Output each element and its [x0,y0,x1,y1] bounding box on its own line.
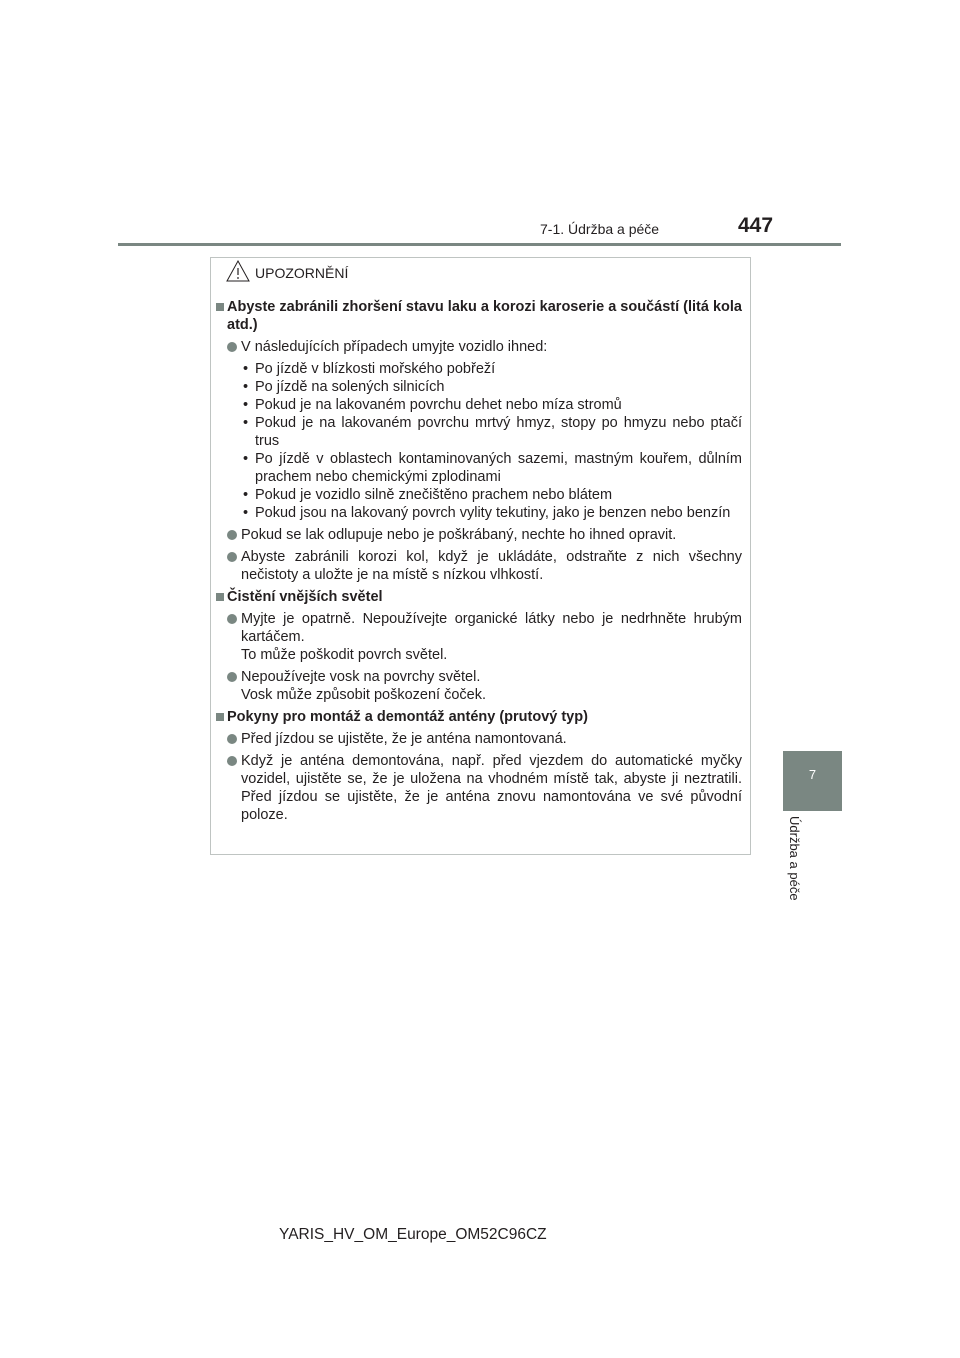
dot-bullet-icon: • [243,397,249,413]
dot-bullet-icon: • [243,505,249,521]
bullet-item: Myjte je opatrně. Nepoužívejte organické látky nebo je nedrhněte hrubým kartáčem. To může poškodit povrch světel. [211,610,750,664]
warning-triangle-icon [225,259,251,288]
sub-item: • Po jízdě na solených silnicích [243,379,445,395]
warning-box [210,257,751,855]
header-rule [118,243,841,246]
dot-bullet-icon: • [243,379,249,395]
warning-header [211,258,750,288]
sub-item: • Pokud jsou na lakovaný povrch vylity tekutiny, jako je benzen nebo benzín [243,505,731,521]
dot-bullet-icon: • [243,451,249,467]
square-bullet-icon [216,713,224,721]
chapter-side-label-text: Údržba a péče [787,816,802,901]
bullet-item: Nepoužívejte vosk na povrchy světel. Vosk může způsobit poškození čoček. [211,668,750,704]
square-bullet-icon [216,303,224,311]
round-bullet-icon [227,342,237,352]
chapter-tab-number: 7 [808,767,817,782]
sub-item: • Pokud je na lakovaném povrchu dehet nebo míza stromů [243,397,622,413]
warning-label: UPOZORNĚNÍ [255,265,349,281]
bullet-item: Abyste zabránili korozi kol, když je ukládáte, odstraňte z nich všechny nečistoty a uložte je na místě s nízkou vlhkostí. [211,548,750,584]
dot-bullet-icon: • [243,487,249,503]
sub-item: • Po jízdě v blízkosti mořského pobřeží [243,361,496,377]
bullet-item: Před jízdou se ujistěte, že je anténa namontovaná. [211,730,750,748]
round-bullet-icon [227,614,237,624]
sub-item: • Pokud je na lakovaném povrchu mrtvý hmyz, stopy po hmyzu nebo ptačí trus [243,415,742,449]
dot-bullet-icon: • [243,361,249,377]
bullet-item: V následujících případech umyjte vozidlo ihned: [211,338,750,356]
bullet-item: Když je anténa demontována, např. před vjezdem do automatické myčky vozidel, ujistěte se, že je uložena na vhodném místě tak, abyste ji neztratili. Před jízdou se ujistěte, že je anténa znovu namontována ve své původní poloze. [211,752,750,824]
sub-item: • Pokud je vozidlo silně znečištěno prachem nebo blátem [243,487,613,503]
header-section-title: 7-1. Údržba a péče [540,221,660,237]
warning-content [211,298,750,828]
round-bullet-icon [227,672,237,682]
round-bullet-icon [227,756,237,766]
dot-bullet-icon: • [243,415,249,431]
bullet-item: Pokud se lak odlupuje nebo je poškrábaný, nechte ho ihned opravit. [211,526,750,544]
section-heading: Pokyny pro montáž a demontáž antény (prutový typ) [211,708,750,726]
footer-doc-code: YARIS_HV_OM_Europe_OM52C96CZ [279,1226,547,1243]
square-bullet-icon [216,593,224,601]
round-bullet-icon [227,530,237,540]
section-heading: Abyste zabránili zhoršení stavu laku a korozi karoserie a součástí (litá kola atd.) [211,298,750,334]
sub-list [211,360,750,522]
chapter-tab [783,751,842,811]
section-heading: Čistění vnějších světel [211,588,750,606]
page-number: 447 [738,214,774,237]
round-bullet-icon [227,734,237,744]
chapter-side-label [784,816,808,926]
sub-item: • Po jízdě v oblastech kontaminovaných sazemi, mastným kouřem, důlním prachem nebo chemickými zplodinami [243,451,742,485]
round-bullet-icon [227,552,237,562]
